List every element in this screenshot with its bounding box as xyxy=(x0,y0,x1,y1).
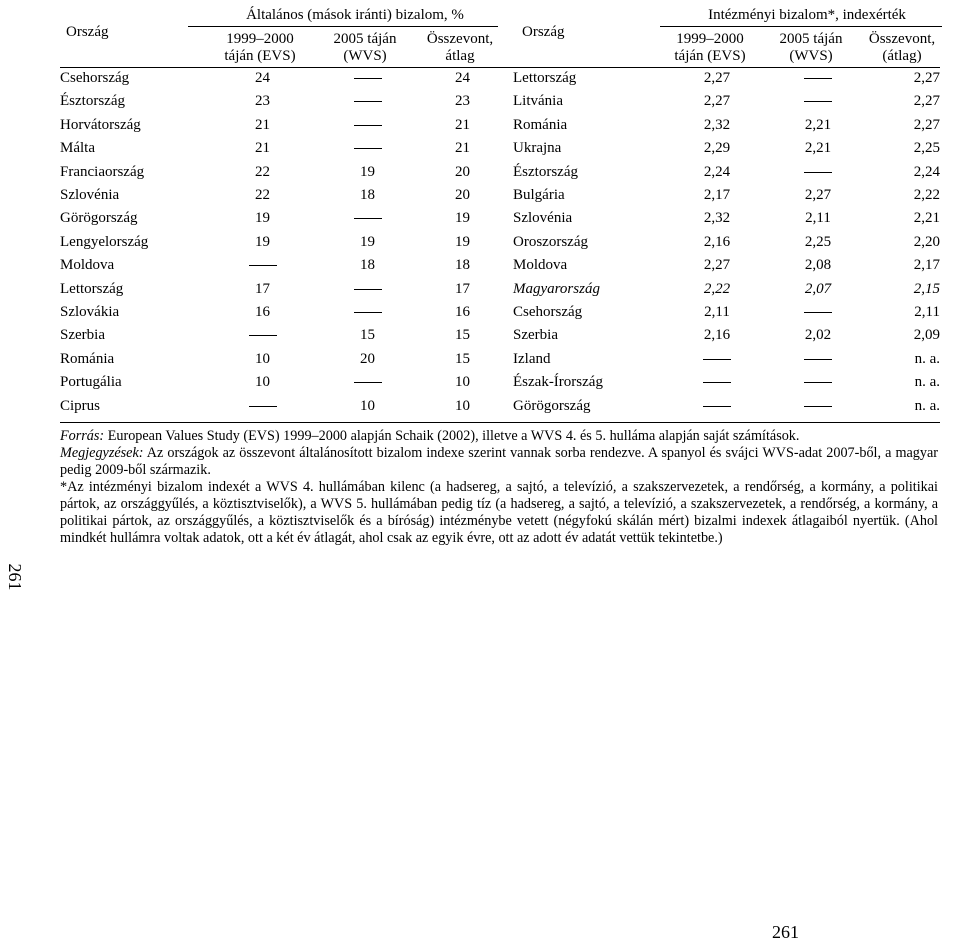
l-avg-cell: 24 xyxy=(455,70,470,86)
l-evs-cell: 19 xyxy=(255,233,270,250)
l-country-cell: Görögország xyxy=(60,210,138,227)
r-evs-cell: 2,32 xyxy=(703,116,731,133)
l-avg-cell: 10 xyxy=(455,397,470,414)
empty-value-dash xyxy=(354,125,382,126)
table-row xyxy=(60,69,940,93)
table-row xyxy=(60,139,940,163)
l-avg-cell: 16 xyxy=(455,304,470,320)
r-evs-cell: 2,22 xyxy=(703,280,731,297)
l-avg-cell: 17 xyxy=(455,280,470,297)
r-wvs-cell: 2,25 xyxy=(804,233,832,250)
r-country-cell: Csehország xyxy=(513,304,583,320)
table-row xyxy=(60,163,940,187)
header-country-left: Ország xyxy=(66,24,109,40)
empty-value-dash xyxy=(354,148,382,149)
r-country-cell: Izland xyxy=(513,350,551,367)
r-avg-cell: 2,20 xyxy=(913,233,940,250)
l-country-cell: Szlovénia xyxy=(60,187,120,203)
r-evs-cell: 2,27 xyxy=(703,93,731,110)
l-country-cell: Szerbia xyxy=(60,327,105,344)
asterisk-note: *Az intézményi bizalom indexét a WVS 4. hullámában kilenc (a hadsereg, a sajtó, a televízió, a szakszervezetek, a rendőrség, a kormány, a politikai pártok, az országgyűlés, a köztisztviselők), a WVS 5. hullámában pedig tíz (a hadsereg, a sajtó, a televízió, a szakszervezetek, a rendőrség, a kormány, a politikai pártok, az országgyűlés, a köztisztviselők és a bíróság) intézménybe vetett (négyfokú skálán mért) bizalmi indexek átlagaiból nyertük. (Ahol mindkét hullámra voltak adatok, ott a két év átlagát, ahol csak az egyik évre, ott az adott év adatát vettük tekintetbe.) xyxy=(60,479,938,546)
r-avg-cell: 2,15 xyxy=(913,280,940,297)
l-wvs-cell: 20 xyxy=(360,350,375,367)
r-avg-cell: 2,11 xyxy=(914,304,940,320)
r-avg-cell: n. a. xyxy=(914,374,940,391)
header-rule-right xyxy=(660,26,942,27)
l-country-cell: Ciprus xyxy=(60,397,101,414)
table-row xyxy=(60,92,940,116)
l-avg-cell: 15 xyxy=(455,350,470,367)
table-row xyxy=(60,280,940,304)
r-evs-cell: 2,24 xyxy=(703,163,731,180)
empty-value-dash xyxy=(354,382,382,383)
r-country-cell: Észtország xyxy=(513,163,578,180)
empty-value-dash xyxy=(804,172,832,173)
r-wvs-cell: 2,07 xyxy=(804,280,832,297)
l-wvs-cell: 18 xyxy=(360,257,375,274)
r-evs-cell: 2,17 xyxy=(703,187,731,203)
l-avg-cell: 21 xyxy=(455,116,470,133)
r-wvs-cell: 2,08 xyxy=(804,257,832,274)
empty-value-dash xyxy=(804,406,832,407)
r-avg-cell: 2,09 xyxy=(913,327,940,344)
page-number: 261 xyxy=(772,922,799,942)
table-row xyxy=(60,397,940,421)
l-evs-cell: 23 xyxy=(255,93,270,110)
r-wvs-cell: 2,21 xyxy=(804,140,832,157)
header-col-avg-left: Összevont, átlag xyxy=(426,31,494,64)
table-row xyxy=(60,303,940,327)
r-evs-cell: 2,27 xyxy=(703,257,731,274)
l-country-cell: Lettország xyxy=(60,280,124,297)
remarks-note: Megjegyzések: Az országok az összevont általánosított bizalom indexe szerint vannak sorba rendezve. A spanyol és svájci WVS-adat 2007-ből, a magyar pedig 2009-ből származik. xyxy=(60,445,938,478)
l-wvs-cell: 19 xyxy=(360,163,375,180)
l-evs-cell: 21 xyxy=(255,116,270,133)
empty-value-dash xyxy=(703,382,731,383)
header-group-institutional-trust: Intézményi bizalom*, indexérték xyxy=(708,7,906,23)
table-notes xyxy=(60,428,938,547)
empty-value-dash xyxy=(703,406,731,407)
r-country-cell: Oroszország xyxy=(513,233,588,250)
r-country-cell: Románia xyxy=(513,116,568,133)
l-country-cell: Lengyelország xyxy=(60,233,149,250)
r-country-cell: Észak-Írország xyxy=(513,374,603,391)
l-evs-cell: 22 xyxy=(255,163,270,180)
empty-value-dash xyxy=(354,312,382,313)
header-country-right: Ország xyxy=(522,24,565,40)
header-col-evs-right: 1999–2000 táján (EVS) xyxy=(674,31,746,64)
r-evs-cell: 2,27 xyxy=(703,70,731,86)
empty-value-dash xyxy=(804,382,832,383)
l-country-cell: Románia xyxy=(60,350,115,367)
header-col-wvs-right: 2005 táján (WVS) xyxy=(779,31,843,64)
l-country-cell: Szlovákia xyxy=(60,304,120,320)
r-wvs-cell: 2,27 xyxy=(804,187,832,203)
empty-value-dash xyxy=(703,359,731,360)
l-avg-cell: 19 xyxy=(455,210,470,227)
header-rule-left xyxy=(188,26,498,27)
l-avg-cell: 19 xyxy=(455,233,470,250)
r-wvs-cell: 2,11 xyxy=(805,210,831,227)
l-avg-cell: 18 xyxy=(455,257,470,274)
l-country-cell: Csehország xyxy=(60,70,130,86)
r-avg-cell: n. a. xyxy=(914,397,940,414)
l-wvs-cell: 18 xyxy=(360,187,375,203)
r-evs-cell: 2,11 xyxy=(704,304,730,320)
l-avg-cell: 10 xyxy=(455,374,470,391)
source-note: Forrás: European Values Study (EVS) 1999–2000 alapján Schaik (2002), illetve a WVS 4. és 5. hulláma alapján saját számítások. xyxy=(60,428,800,444)
l-country-cell: Horvátország xyxy=(60,116,141,133)
table-row xyxy=(60,256,940,280)
table-row xyxy=(60,373,940,397)
r-avg-cell: 2,21 xyxy=(913,210,940,227)
table-row xyxy=(60,186,940,210)
l-wvs-cell: 15 xyxy=(360,327,375,344)
empty-value-dash xyxy=(804,312,832,313)
r-avg-cell: 2,22 xyxy=(913,187,940,203)
l-avg-cell: 15 xyxy=(455,327,470,344)
table-row xyxy=(60,326,940,350)
empty-value-dash xyxy=(804,78,832,79)
table-row xyxy=(60,209,940,233)
empty-value-dash xyxy=(249,406,277,407)
r-wvs-cell: 2,21 xyxy=(804,116,832,133)
r-country-cell: Ukrajna xyxy=(513,140,562,157)
l-evs-cell: 21 xyxy=(255,140,270,157)
r-avg-cell: 2,27 xyxy=(913,116,940,133)
r-avg-cell: n. a. xyxy=(914,350,940,367)
empty-value-dash xyxy=(249,265,277,266)
table-row xyxy=(60,116,940,140)
header-col-wvs-left: 2005 táján (WVS) xyxy=(333,31,397,64)
l-wvs-cell: 19 xyxy=(360,233,375,250)
l-evs-cell: 16 xyxy=(255,304,270,320)
header-col-evs-left: 1999–2000 táján (EVS) xyxy=(224,31,296,64)
l-avg-cell: 20 xyxy=(455,163,470,180)
r-country-cell: Litvánia xyxy=(513,93,563,110)
l-evs-cell: 19 xyxy=(255,210,270,227)
r-avg-cell: 2,27 xyxy=(913,93,940,110)
empty-value-dash xyxy=(354,78,382,79)
empty-value-dash xyxy=(804,359,832,360)
r-country-cell: Lettország xyxy=(513,70,577,86)
r-evs-cell: 2,16 xyxy=(703,327,731,344)
l-avg-cell: 23 xyxy=(455,93,470,110)
r-country-cell: Szerbia xyxy=(513,327,558,344)
l-country-cell: Moldova xyxy=(60,257,115,274)
l-wvs-cell: 10 xyxy=(360,397,375,414)
r-avg-cell: 2,24 xyxy=(913,163,940,180)
l-country-cell: Franciaország xyxy=(60,163,145,180)
r-avg-cell: 2,27 xyxy=(913,70,940,86)
r-avg-cell: 2,17 xyxy=(913,257,940,274)
l-evs-cell: 22 xyxy=(255,187,270,203)
l-evs-cell: 10 xyxy=(255,374,270,391)
r-country-cell: Bulgária xyxy=(513,187,565,203)
side-page-number: 261 xyxy=(5,563,25,591)
header-bottom-rule xyxy=(60,67,940,68)
empty-value-dash xyxy=(354,101,382,102)
r-country-cell: Görögország xyxy=(513,397,591,414)
r-avg-cell: 2,25 xyxy=(913,140,940,157)
r-evs-cell: 2,16 xyxy=(703,233,731,250)
l-country-cell: Észtország xyxy=(60,93,125,110)
table-row xyxy=(60,233,940,257)
r-evs-cell: 2,29 xyxy=(703,140,731,157)
l-evs-cell: 17 xyxy=(255,280,270,297)
empty-value-dash xyxy=(804,101,832,102)
header-col-avg-right: Összevont, (átlag) xyxy=(868,31,936,64)
r-evs-cell: 2,32 xyxy=(703,210,731,227)
table-bottom-rule xyxy=(60,422,940,423)
empty-value-dash xyxy=(249,335,277,336)
r-country-cell: Moldova xyxy=(513,257,568,274)
l-avg-cell: 20 xyxy=(455,187,470,203)
l-country-cell: Portugália xyxy=(60,374,122,391)
l-evs-cell: 10 xyxy=(255,350,270,367)
empty-value-dash xyxy=(354,289,382,290)
r-country-cell: Szlovénia xyxy=(513,210,573,227)
l-avg-cell: 21 xyxy=(455,140,470,157)
table-row xyxy=(60,350,940,374)
header-group-general-trust: Általános (mások iránti) bizalom, % xyxy=(246,7,464,23)
empty-value-dash xyxy=(354,218,382,219)
r-wvs-cell: 2,02 xyxy=(804,327,832,344)
l-evs-cell: 24 xyxy=(255,70,270,86)
r-country-cell: Magyarország xyxy=(513,280,600,297)
l-country-cell: Málta xyxy=(60,140,95,157)
